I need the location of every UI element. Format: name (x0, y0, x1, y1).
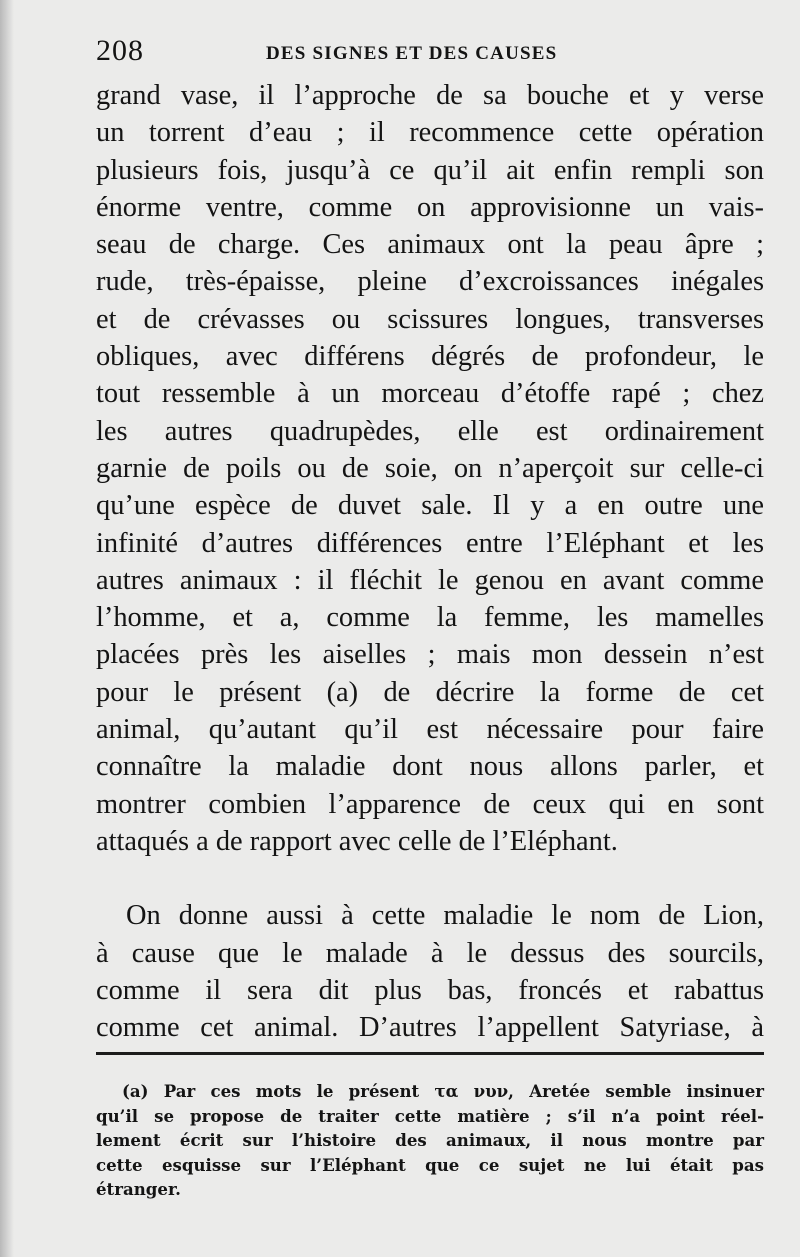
text-line: pour le présent (a) de décrire la forme de cet (96, 676, 764, 708)
text-line: énorme ventre, comme on approvisionne un vais- (96, 191, 764, 223)
footnote-line: lement écrit sur l’histoire des animaux, il nous montre par (96, 1130, 764, 1150)
text-line: comme cet animal. D’autres l’appellent Satyriase, à (96, 1012, 764, 1044)
text-line: On donne aussi à cette maladie le nom de Lion, (126, 900, 764, 932)
text-line: placées près les aiselles ; mais mon dessein n’est (96, 639, 764, 671)
paragraph-2 (96, 897, 764, 1046)
text-line: obliques, avec différens dégrés de profondeur, le (96, 341, 764, 373)
text-line: tout ressemble à un morceau d’étoffe rapé ; chez (96, 378, 764, 410)
text-line: un torrent d’eau ; il recommence cette opération (96, 117, 764, 149)
text-line: à cause que le malade à le dessus des sourcils, (96, 937, 764, 969)
footnote-line: qu’il se propose de traiter cette matière ; s’il n’a point réel- (96, 1105, 764, 1126)
footnote-line: étranger. (96, 1179, 181, 1199)
text-line: animal, qu’autant qu’il est nécessaire pour faire (96, 714, 764, 746)
text-line: rude, très-épaisse, pleine d’excroissances inégales (96, 266, 764, 298)
page-edge-shadow (0, 0, 14, 1257)
text-line: montrer combien l’apparence de ceux qui en sont (96, 788, 764, 820)
text-line: et de crévasses ou scissures longues, transverses (96, 303, 764, 335)
text-line: qu’une espèce de duvet sale. Il y a en outre une (96, 490, 764, 522)
paragraph-1 (96, 77, 764, 860)
running-title: DES SIGNES ET DES CAUSES (266, 43, 558, 64)
text-line: connaître la maladie dont nous allons parler, et (96, 751, 764, 783)
footnote (96, 1079, 764, 1202)
text-line: seau de charge. Ces animaux ont la peau âpre ; (96, 229, 764, 261)
text-line: infinité d’autres différences entre l’Eléphant et les (96, 527, 764, 559)
text-line: autres animaux : il fléchit le genou en avant comme (96, 564, 764, 596)
text-line: grand vase, il l’approche de sa bouche et y verse (96, 80, 764, 111)
text-line: plusieurs fois, jusqu’à ce qu’il ait enfin rempli son (96, 154, 764, 186)
text-line: l’homme, et a, comme la femme, les mamelles (96, 602, 764, 634)
footnote-line: cette esquisse sur l’Eléphant que ce sujet ne lui était pas (96, 1154, 764, 1175)
footnote-rule (96, 1052, 764, 1055)
text-line: garnie de poils ou de soie, on n’aperçoit sur celle-ci (96, 452, 764, 484)
text-line: les autres quadrupèdes, elle est ordinairement (96, 415, 764, 447)
page-number: 208 (96, 34, 144, 67)
footnote-line: (a) Par ces mots le présent τα νυν, Aretée semble insinuer (122, 1081, 764, 1101)
body-text (96, 77, 764, 1046)
page-header (96, 34, 762, 74)
text-line: comme il sera dit plus bas, froncés et rabattus (96, 974, 764, 1006)
text-line: attaqués a de rapport avec celle de l’Eléphant. (96, 825, 618, 857)
